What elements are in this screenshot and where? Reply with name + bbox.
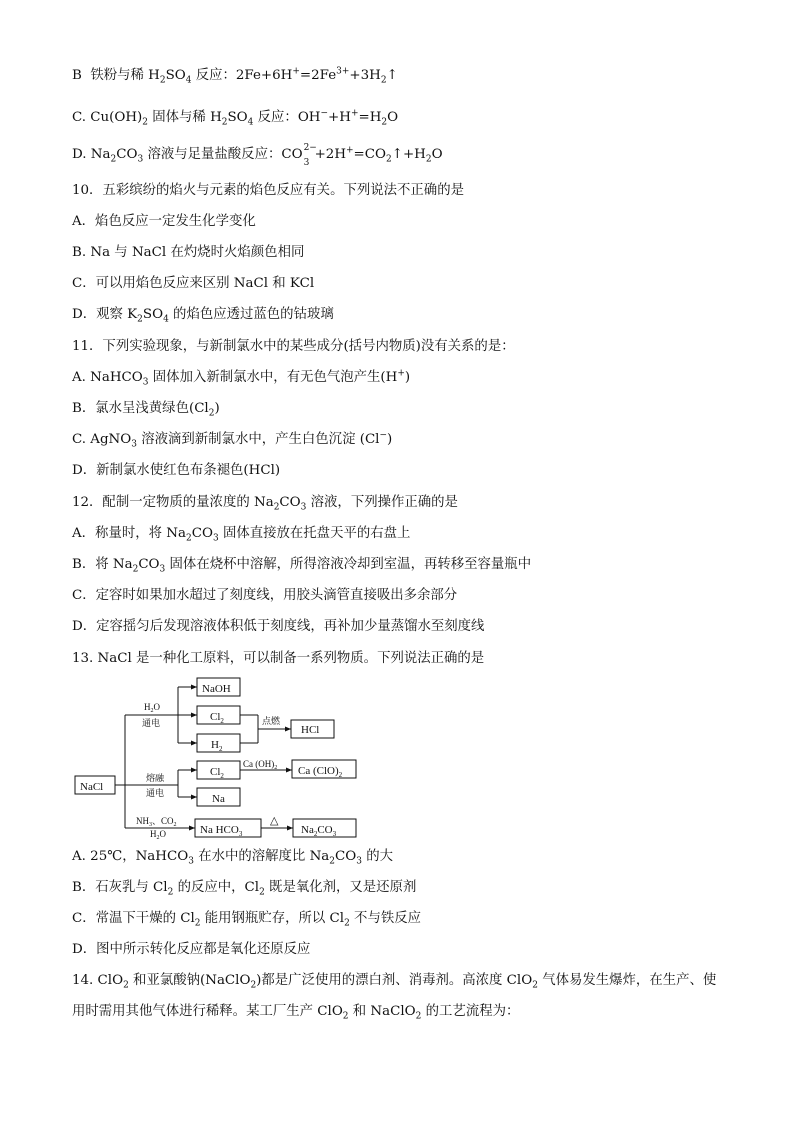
text: 用时需用其他气体进行稀释。某工厂生产 ClO [72,1004,343,1019]
question-14-stem-line2 [72,1003,519,1021]
text: 固体直接放在托盘天平的右盘上 [218,526,411,541]
option-13b [72,879,416,897]
sup: + [397,368,405,379]
text: C．常温下干燥的 Cl [72,911,195,926]
question-14-stem-line1 [72,972,716,990]
label-h2: $H_2$ [211,739,223,753]
sub: 3 [159,564,166,575]
text: 铁粉与稀 H [90,68,160,83]
sub: 2 [221,117,228,128]
sub: 2 [194,918,201,929]
text: 的反应中，Cl [173,880,260,895]
text: =CO [353,147,386,162]
cond-heat: △ [270,815,279,827]
text: A. 25℃，NaHCO [72,849,189,864]
option-10b: B. Na 与 NaCl 在灼烧时火焰颜色相同 [72,245,305,260]
text: 气体易发生爆炸，在生产、使 [537,973,717,988]
text: D．观察 K [72,307,138,322]
text: CO [335,849,357,864]
sub: 2 [137,314,143,325]
sub: 2 [259,887,265,898]
option-13d: D．图中所示转化反应都是氧化还原反应 [72,942,311,957]
sub: 2 [167,887,174,898]
text: O [431,147,443,162]
cond-caoh2: Ca $(OH)_2$ [243,759,278,771]
label-cl2-mid: $Cl_2$ [210,766,224,780]
text: B．氯水呈浅黄绿色(Cl [72,401,209,416]
option-label: B [72,68,82,83]
sub: 2 [110,154,117,165]
question-13-stem: 13. NaCl 是一种化工原料，可以制备一系列物质。下列说法正确的是 [72,651,485,666]
text: =H [358,110,382,125]
sub: 3 [142,377,149,388]
option-10c: C．可以用焰色反应来区别 NaCl 和 KCl [72,276,315,291]
text: SO [142,307,164,322]
sub: 2 [381,117,388,128]
text: CO [191,526,213,541]
sub: 3 [300,502,307,513]
text: SO [227,110,248,125]
text: 反应：OH [253,110,321,125]
option-13a [72,848,393,866]
sub: 2 [159,75,166,86]
sup: + [350,108,359,119]
text: CO [116,147,138,162]
sup: 3+ [336,66,350,77]
text: ) [404,370,411,385]
text: ↑+H [391,147,426,162]
label-na: Na [212,793,225,805]
sub: 2 [273,502,280,513]
label-nacl: NaCl [80,781,104,793]
text: 12．配制一定物质的量浓度的 Na [72,495,274,510]
label-cl2-top: $Cl_2$ [210,711,224,725]
text: A. NaHCO [72,370,143,385]
sub: 3 [303,158,310,168]
question-11-stem: 11．下列实验现象，与新制氯水中的某些成分(括号内物质)没有关系的是： [72,339,515,354]
sub: 3 [131,439,137,450]
cond-electrolysis-1: 通电 [142,718,161,728]
text: ↑ [386,68,398,83]
text: 既是氧化剂，又是还原剂 [264,880,417,895]
text: B．石灰乳与 Cl [72,880,168,895]
sub: 2 [250,980,257,991]
text: +3H [349,68,381,83]
sub: 2 [344,918,350,929]
option-13c [72,910,421,928]
text: 的工艺流程为： [421,1004,520,1019]
label-naoh: NaOH [202,683,231,695]
option-12c: C．定容时如果加水超过了刻度线，用胶头滴管直接吸出多余部分 [72,588,458,603]
text: 14. ClO [72,973,124,988]
text: 和 NaClO [348,1004,416,1019]
text: 溶液，下列操作正确的是 [306,495,458,510]
text: 在水中的溶解度比 Na [193,849,330,864]
sub: 4 [185,75,192,86]
sub: 2 [132,564,139,575]
sub: 2 [123,980,129,991]
sub: 3 [356,856,362,867]
text: )都是广泛使用的漂白剂、消毒剂。高浓度 ClO [256,973,533,988]
text: =2Fe [299,68,337,83]
text: 溶液与足量盐酸反应：CO [143,147,303,162]
sup: + [292,66,300,77]
sub: 2 [342,1011,349,1022]
sub: 2 [142,117,148,128]
question-10-stem: 10．五彩缤纷的焰火与元素的焰色反应有关。下列说法不正确的是 [72,183,464,198]
label-caclo2: Ca $(ClO)_2$ [298,765,343,779]
text: SO [165,68,186,83]
text: ) [387,432,393,447]
text: 和亚氯酸钠(NaClO [128,973,251,988]
cond-molten: 熔融 [146,773,165,783]
text: 反应：2Fe+6H [191,68,293,83]
text: 能用钢瓶贮存，所以 Cl [200,911,345,926]
text: A．称量时，将 Na [72,526,186,541]
cond-h2o: $H_2O$ [144,702,160,714]
text: 溶液滴到新制氯水中，产生白色沉淀 (Cl [136,432,380,447]
cond-ignite: 点燃 [262,716,281,726]
text: O [387,110,399,125]
text: C. Cu(OH) [72,110,143,125]
cond-h2o-2: $H_2O$ [150,829,166,841]
sub: 4 [163,314,169,325]
label-na2co3: $Na_2CO_3$ [301,824,337,838]
sub: 2 [386,154,392,165]
label-nahco3: Na $HCO_3$ [200,824,243,838]
sup: − [320,108,329,119]
sub: 3 [137,154,144,165]
text: +H [328,110,351,125]
sub: 3 [188,856,194,867]
option-10a: A．焰色反应一定发生化学变化 [72,214,256,229]
sub: 2 [415,1011,422,1022]
text: D. Na [72,147,111,162]
text: CO [279,495,301,510]
text: 固体与稀 H [148,110,222,125]
sub: 3 [212,533,219,544]
cond-nh3-co2: $NH_3$、$CO_2$ [136,816,177,828]
sub: 2 [380,75,387,86]
text: 不与铁反应 [349,911,422,926]
text: 固体加入新制氯水中，有无色气泡产生(H [148,370,398,385]
sub: 2 [329,856,336,867]
sub: 4 [247,117,254,128]
label-hcl: HCl [301,724,320,736]
sup: + [346,145,354,156]
text: 固体在烧杯中溶解，所得溶液冷却到室温，再转移至容量瓶中 [165,557,532,572]
text: C. AgNO [72,432,132,447]
sub: 2 [425,154,432,165]
text: 的大 [361,849,394,864]
option-11d: D．新制氯水使红色布条褪色(HCl) [72,463,281,478]
option-12d: D．定容摇匀后发现溶液体积低于刻度线，再补加少量蒸馏水至刻度线 [72,619,485,634]
sub: 2 [208,408,215,419]
text: CO [138,557,160,572]
cond-electrolysis-2: 通电 [146,788,165,798]
sup: − [379,430,388,441]
sup: 2− [303,143,317,153]
sub: 2 [185,533,192,544]
sub: 2 [532,980,538,991]
text: +2H [314,147,346,162]
text: ) [214,401,220,416]
text: B．将 Na [72,557,133,572]
text: 的焰色应透过蓝色的钴玻璃 [168,307,334,322]
